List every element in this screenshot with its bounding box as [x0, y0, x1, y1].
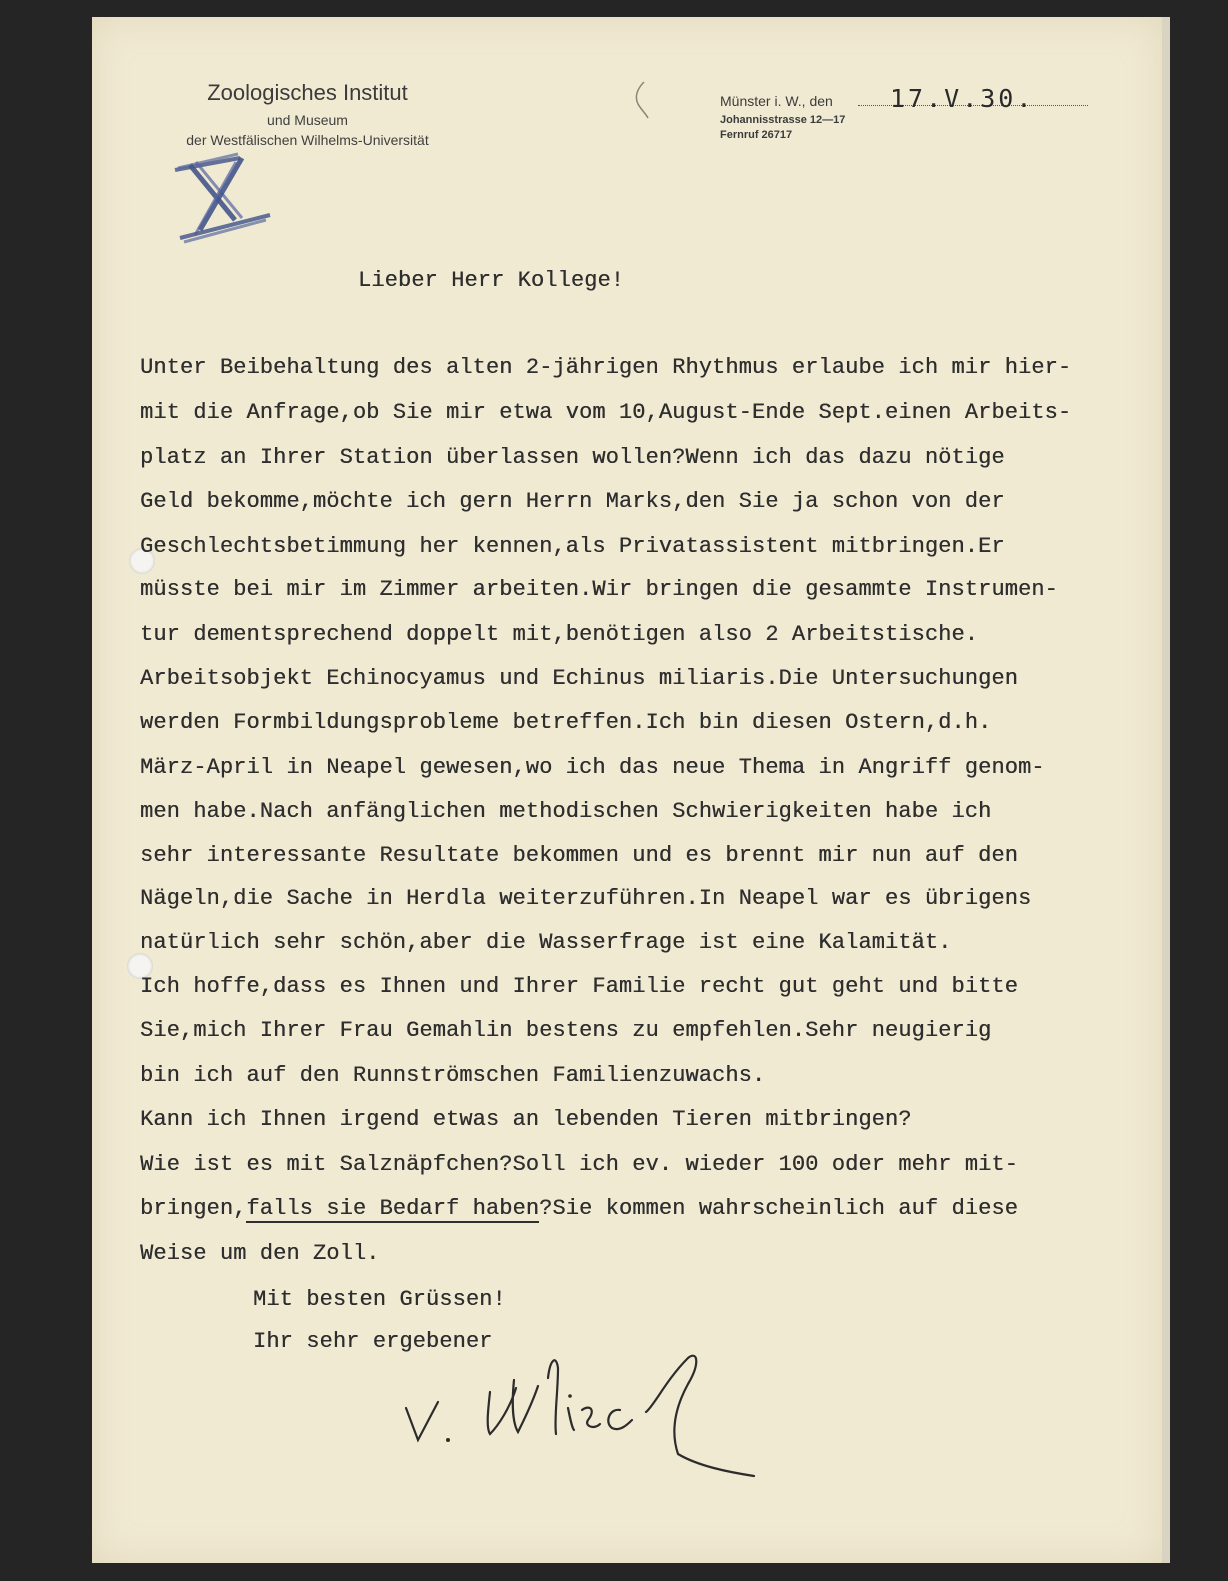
handwritten-signature: [398, 1350, 768, 1485]
body-line: Weise um den Zoll.: [140, 1241, 380, 1266]
body-line: Nägeln,die Sache in Herdla weiterzuführen.In Neapel war es übrigens: [140, 886, 1032, 911]
letterhead-museum: und Museum: [267, 112, 348, 128]
body-line: Geschlechtsbetimmung her kennen,als Privatassistent mitbringen.Er: [140, 534, 1005, 559]
letter-date: 17.V.30.: [890, 84, 1035, 113]
body-line: Kann ich Ihnen irgend etwas an lebenden Tieren mitbringen?: [140, 1107, 912, 1132]
body-line: sehr interessante Resultate bekommen und es brennt mir nun auf den: [140, 843, 1018, 868]
body-line: Geld bekomme,möchte ich gern Herrn Marks,den Sie ja schon von der: [140, 489, 1005, 514]
body-line: natürlich sehr schön,aber die Wasserfrage ist eine Kalamität.: [140, 930, 952, 955]
body-line: mit die Anfrage,ob Sie mir etwa vom 10,August-Ende Sept.einen Arbeits-: [140, 400, 1072, 425]
body-line: Wie ist es mit Salznäpfchen?Soll ich ev. wieder 100 oder mehr mit-: [140, 1152, 1018, 1177]
underlined-phrase: falls sie Bedarf haben: [246, 1196, 540, 1221]
line-part-after: ?Sie kommen wahrscheinlich auf diese: [539, 1196, 1018, 1221]
body-line: müsste bei mir im Zimmer arbeiten.Wir bringen die gesammte Instrumen-: [140, 577, 1058, 602]
closing-valediction: Ihr sehr ergebener: [253, 1329, 493, 1354]
body-line: Unter Beibehaltung des alten 2-jährigen Rhythmus erlaube ich mir hier-: [140, 355, 1072, 380]
body-line-underlined: [140, 1196, 1018, 1221]
body-line: werden Formbildungsprobleme betreffen.Ich bin diesen Ostern,d.h.: [140, 710, 992, 735]
page-edge: [1162, 17, 1170, 1563]
phone-number: Fernruf 26717: [720, 129, 793, 141]
body-line: März-April in Neapel gewesen,wo ich das neue Thema in Angriff genom-: [140, 755, 1045, 780]
closing-greeting: Mit besten Grüssen!: [253, 1287, 506, 1312]
body-line: Arbeitsobjekt Echinocyamus und Echinus miliaris.Die Untersuchungen: [140, 666, 1018, 691]
letterhead-institute: Zoologisches Institut: [207, 80, 408, 105]
street-address: Johannisstrasse 12—17: [720, 114, 846, 126]
body-line: men habe.Nach anfänglichen methodischen Schwierigkeiten habe ich: [140, 799, 992, 824]
body-line: tur dementsprechend doppelt mit,benötigen also 2 Arbeitstische.: [140, 622, 979, 647]
letterhead-university: der Westfälischen Wilhelms-Universität: [186, 132, 429, 148]
line-part-before: bringen,: [140, 1196, 247, 1221]
body-line: platz an Ihrer Station überlassen wollen?Wenn ich das dazu nötige: [140, 445, 1005, 470]
body-line: Ich hoffe,dass es Ihnen und Ihrer Familie recht gut geht und bitte: [140, 974, 1018, 999]
place-label: Münster i. W., den: [720, 93, 833, 109]
salutation: Lieber Herr Kollege!: [358, 268, 625, 293]
pencil-tick-mark: [626, 78, 656, 123]
body-line: Sie,mich Ihrer Frau Gemahlin bestens zu empfehlen.Sehr neugierig: [140, 1018, 992, 1043]
blue-pencil-mark: [170, 150, 280, 245]
body-line: bin ich auf den Runnströmschen Familienzuwachs.: [140, 1063, 766, 1088]
